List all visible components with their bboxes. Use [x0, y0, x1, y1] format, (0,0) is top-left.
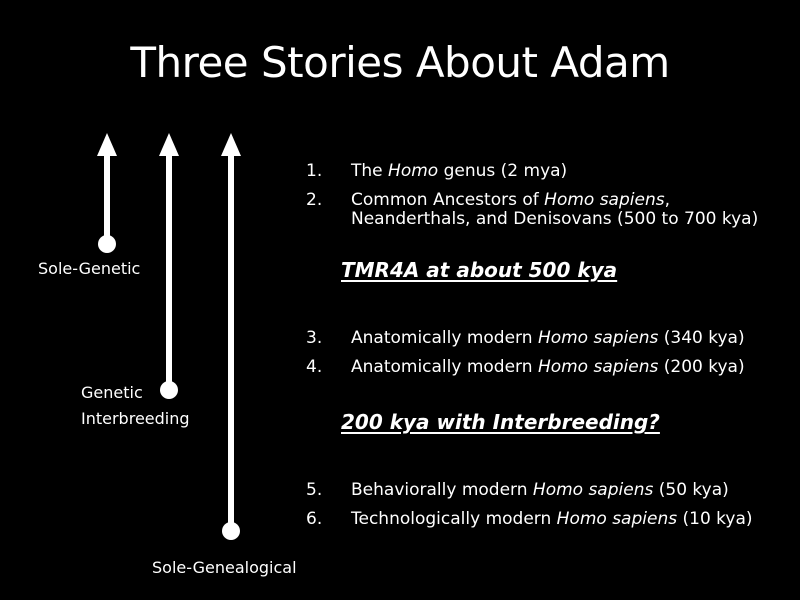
- list-item-text: The Homo genus (2 mya): [351, 161, 568, 181]
- list-item-number: 5.: [306, 480, 323, 500]
- list-item-number: 4.: [306, 357, 323, 377]
- list-item-text: Common Ancestors of Homo sapiens, Neanderthals, and Denisovans (500 to 700 kya): [351, 190, 759, 229]
- interbreeding-callout: 200 kya with Interbreeding?: [341, 410, 660, 434]
- slide-title: Three Stories About Adam: [130, 38, 670, 87]
- sole-genealogical-arrow: [221, 133, 241, 540]
- sole-genealogical-label: Sole-Genealogical: [152, 558, 297, 577]
- genetic-interbreeding-arrow: [159, 133, 179, 399]
- genetic-interbreeding-label-line1: Genetic: [81, 383, 143, 402]
- list-item-text: Anatomically modern Homo sapiens (200 kya): [351, 357, 745, 377]
- list-item-text: Technologically modern Homo sapiens (10 kya): [351, 509, 753, 529]
- list-item-text: Anatomically modern Homo sapiens (340 kya): [351, 328, 745, 348]
- genetic-interbreeding-label: [81, 380, 190, 432]
- tmr4a-callout: TMR4A at about 500 kya: [341, 258, 618, 282]
- sole-genetic-label: Sole-Genetic: [38, 259, 141, 278]
- list-item-number: 6.: [306, 509, 323, 529]
- list-item-number: 2.: [306, 190, 323, 210]
- genetic-interbreeding-label-line2: Interbreeding: [81, 409, 190, 428]
- list-item-number: 1.: [306, 161, 323, 181]
- list-item-number: 3.: [306, 328, 323, 348]
- list-item-text: Behaviorally modern Homo sapiens (50 kya): [351, 480, 729, 500]
- sole-genetic-arrow: [97, 133, 117, 253]
